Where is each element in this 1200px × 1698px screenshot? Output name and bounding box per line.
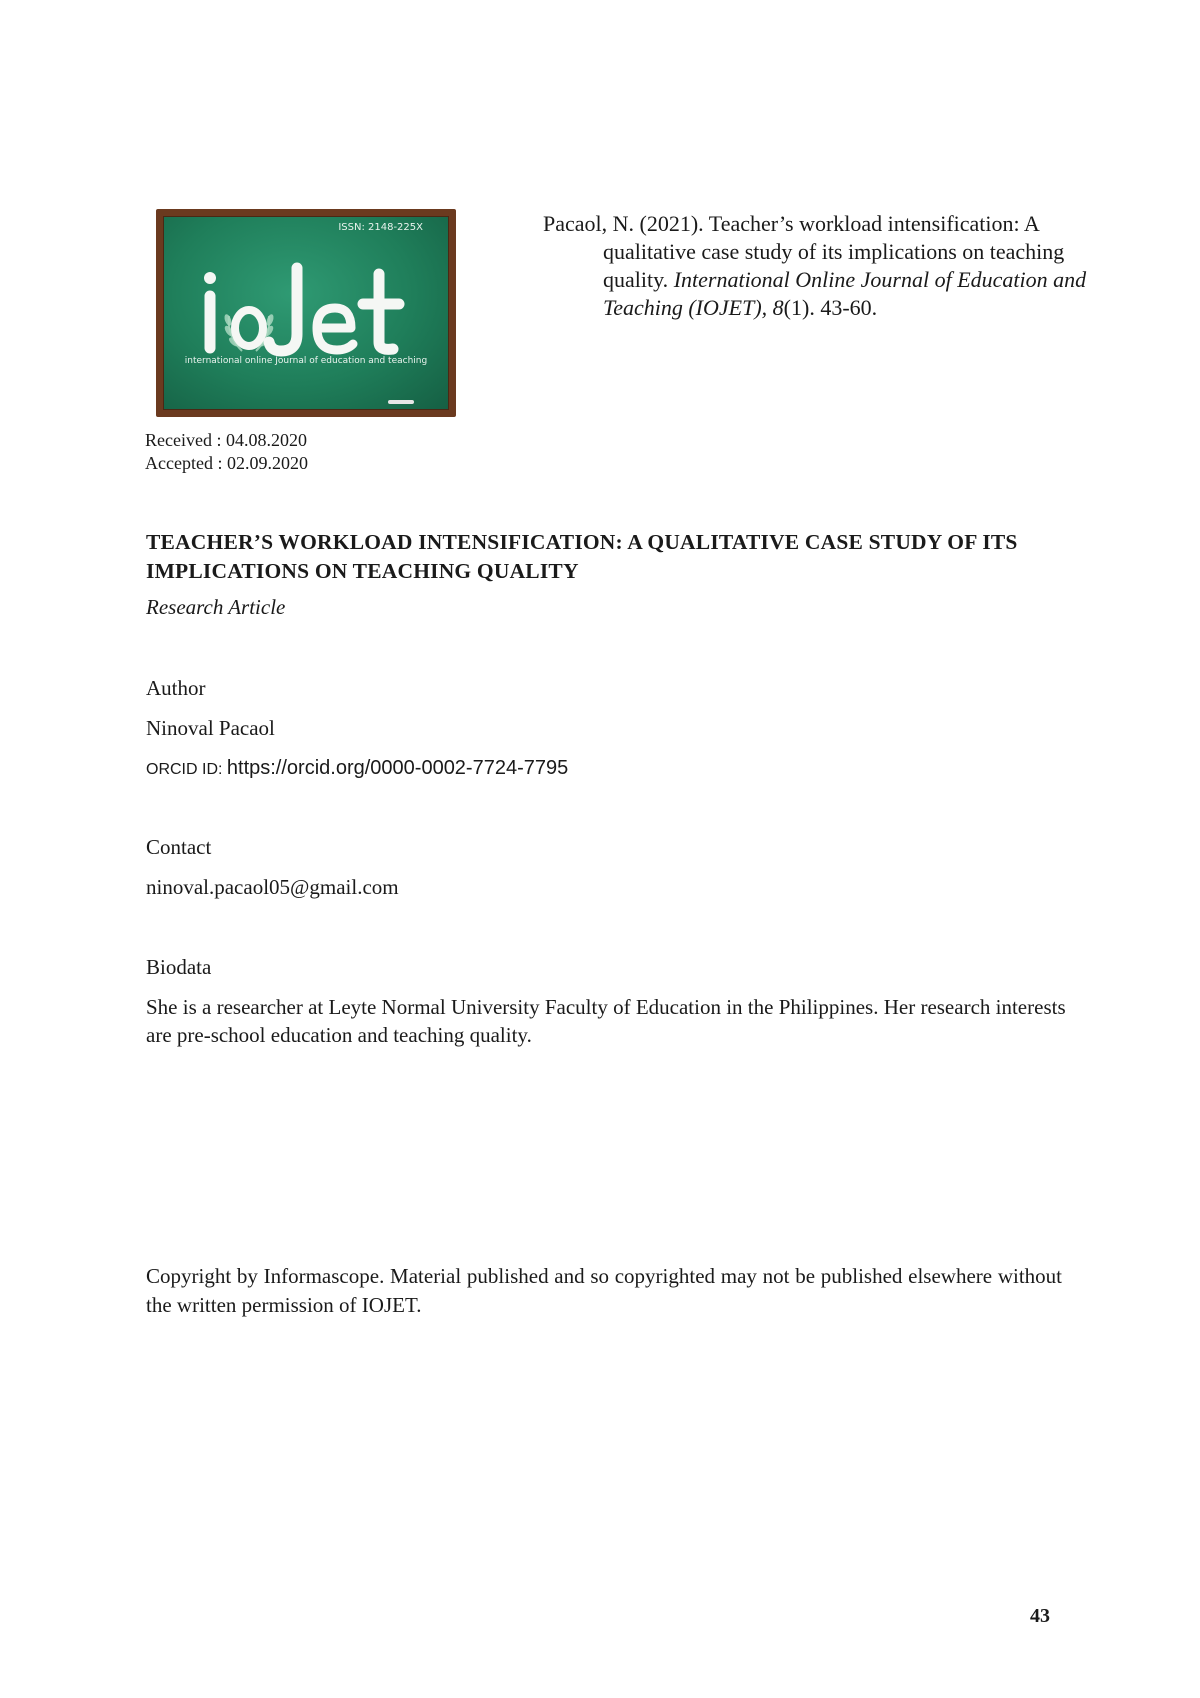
chalk-icon bbox=[388, 400, 414, 404]
biodata-heading: Biodata bbox=[146, 955, 212, 979]
citation bbox=[543, 210, 1113, 322]
orcid-link[interactable]: https://orcid.org/0000-0002-7724-7795 bbox=[226, 757, 569, 779]
author-heading: Author bbox=[146, 676, 206, 700]
received-date: Received : 04.08.2020 bbox=[145, 430, 307, 450]
contact-heading: Contact bbox=[146, 835, 212, 859]
journal-logo bbox=[156, 209, 456, 417]
page-number: 43 bbox=[1030, 1605, 1050, 1627]
orcid-line bbox=[146, 757, 568, 780]
orcid-label: ORCID ID: bbox=[146, 761, 227, 778]
copyright-notice: Copyright by Informascope. Material published and so copyrighted may not be published elsewhere without the written permission of IOJET. bbox=[146, 1264, 1062, 1317]
author-name: Ninoval Pacaol bbox=[146, 716, 275, 740]
contact-email[interactable]: ninoval.pacaol05@gmail.com bbox=[146, 875, 399, 899]
logo-tagline: international online Journal of education and teaching bbox=[184, 356, 428, 366]
article-title: TEACHER’S WORKLOAD INTENSIFICATION: A QUALITATIVE CASE STUDY OF ITS IMPLICATIONS ON TEACHING QUALITY bbox=[146, 530, 1018, 583]
accepted-date: Accepted : 02.09.2020 bbox=[145, 453, 308, 473]
citation-journal: International Online Journal of Education and Teaching (IOJET) bbox=[603, 267, 1087, 320]
citation-article-title: Teacher’s workload intensification: A qualitative case study of its implications on teaching quality. bbox=[603, 211, 1065, 292]
citation-authors-year: Pacaol, N. (2021). bbox=[543, 211, 709, 236]
submission-dates bbox=[145, 429, 308, 475]
logo-wordmark-image bbox=[197, 256, 437, 366]
citation-volume: 8 bbox=[772, 295, 784, 320]
biodata-text: She is a researcher at Leyte Normal University Faculty of Education in the Philippines. Her research interests are pre-school education and teaching quality. bbox=[146, 995, 1066, 1047]
article-type: Research Article bbox=[146, 595, 286, 619]
citation-separator: , bbox=[761, 295, 773, 320]
logo-issn: ISSN: 2148-225X bbox=[338, 222, 423, 233]
citation-issue-pages: (1). 43-60. bbox=[783, 295, 878, 320]
